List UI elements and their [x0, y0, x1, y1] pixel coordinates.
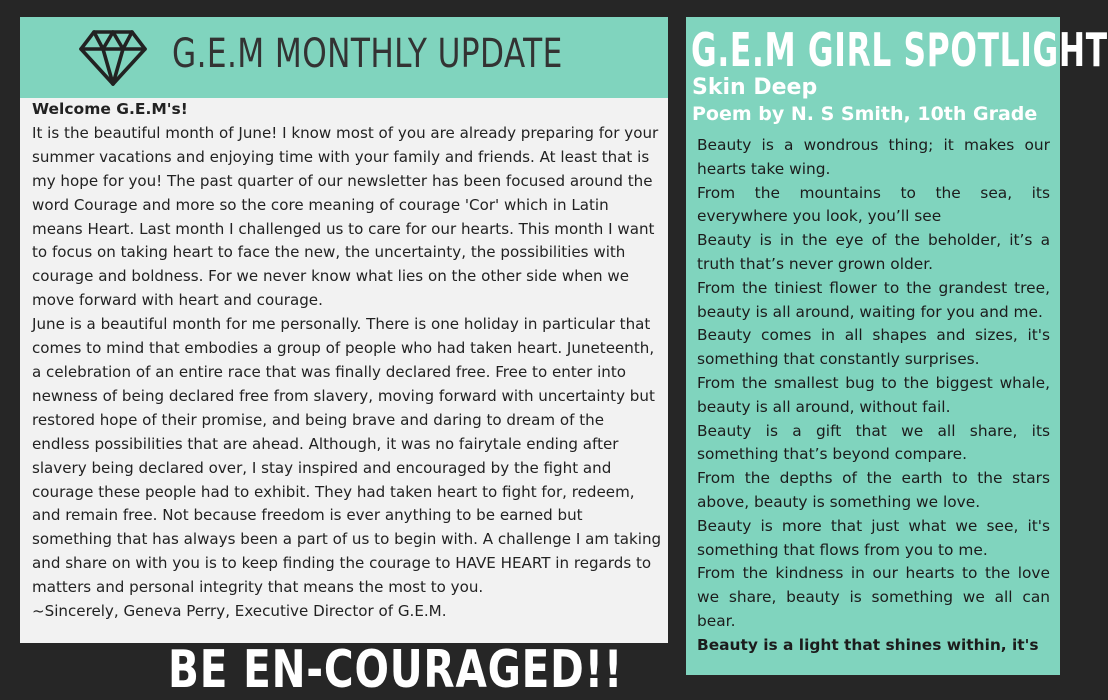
spotlight-title: G.E.M GIRL SPOTLIGHT — [691, 23, 1108, 77]
monthly-update-panel — [20, 17, 668, 643]
poem-byline: Poem by N. S Smith, 10th Grade — [692, 103, 1038, 125]
poem-title: Skin Deep — [692, 75, 818, 100]
poem-stanza: Beauty is a gift that we all share, its something that’s beyond compare. — [697, 421, 1050, 464]
poem-stanza: From the depths of the earth to the stars above, beauty is something we love. — [697, 469, 1050, 511]
monthly-update-header — [20, 17, 668, 98]
monthly-update-title: G.E.M MONTHLY UPDATE — [172, 31, 563, 77]
footer-banner: BE EN-COURAGED!! — [168, 640, 624, 700]
poem-stanza: From the kindness in our hearts to the love we share, beauty is something we all can bear. — [697, 564, 1050, 630]
poem-body — [697, 134, 1050, 658]
poem-stanza: From the smallest bug to the biggest whale, beauty is all around, without fail. — [697, 373, 1050, 416]
poem-stanza: Beauty is a light that shines within, it's — [697, 635, 1039, 654]
poem-stanza: From the mountains to the sea, its everywhere you look, you’ll see — [697, 183, 1050, 226]
poem-stanza: From the tiniest flower to the grandest tree, beauty is all around, waiting for you and me. — [697, 278, 1050, 321]
poem-stanza: Beauty is a wondrous thing; it makes our hearts take wing. — [697, 136, 1050, 178]
letter-greeting: Welcome G.E.M's! — [32, 100, 188, 118]
letter-paragraph-1: It is the beautiful month of June! I know most of you are already preparing for your summer vacations and enjoying time with your family and friends. At least that is my hope for you! The past quarter of our newsletter has been focused around the word Courage and more so the core meaning of courage 'Cor' which in Latin means Heart. Last month I challenged us to care for our hearts. This month I want to focus on taking heart to face the new, the uncertainty, the possibilities with courage and boldness. For we never know what lies on the other side when we move forward with heart and courage. — [32, 123, 659, 310]
poem-stanza: Beauty is in the eye of the beholder, it’s a truth that’s never grown older. — [697, 231, 1050, 273]
diamond-icon — [78, 29, 148, 87]
poem-stanza: Beauty comes in all shapes and sizes, it's something that constantly surprises. — [697, 326, 1050, 369]
spotlight-panel — [686, 17, 1108, 675]
letter-signature: ~Sincerely, Geneva Perry, Executive Director of G.E.M. — [32, 602, 447, 621]
poem-stanza: Beauty is more that just what we see, it's something that flows from you to me. — [697, 516, 1050, 559]
letter-body — [32, 98, 662, 624]
letter-paragraph-2: June is a beautiful month for me personally. There is one holiday in particular that comes to mind that embodies a group of people who had taken heart. Juneteenth, a celebration of an entire race that was finally declared free. Free to enter into newness of being declared free from slavery, moving forward with uncertainty but restored hope of their promise, and being brave and daring to dream of the endless possibilities that are ahead. Although, it was no fairytale ending after slavery being declared over, I stay inspired and encouraged by the fight and courage these people had to exhibit. They had taken heart to fight for, redeem, and remain free. Not because freedom is ever anything to be earned but something that has always been a part of us to begin with. A challenge I am taking and share on with you is to keep finding the courage to HAVE HEART in regards to matters and personal integrity that means the most to you. — [32, 315, 662, 597]
